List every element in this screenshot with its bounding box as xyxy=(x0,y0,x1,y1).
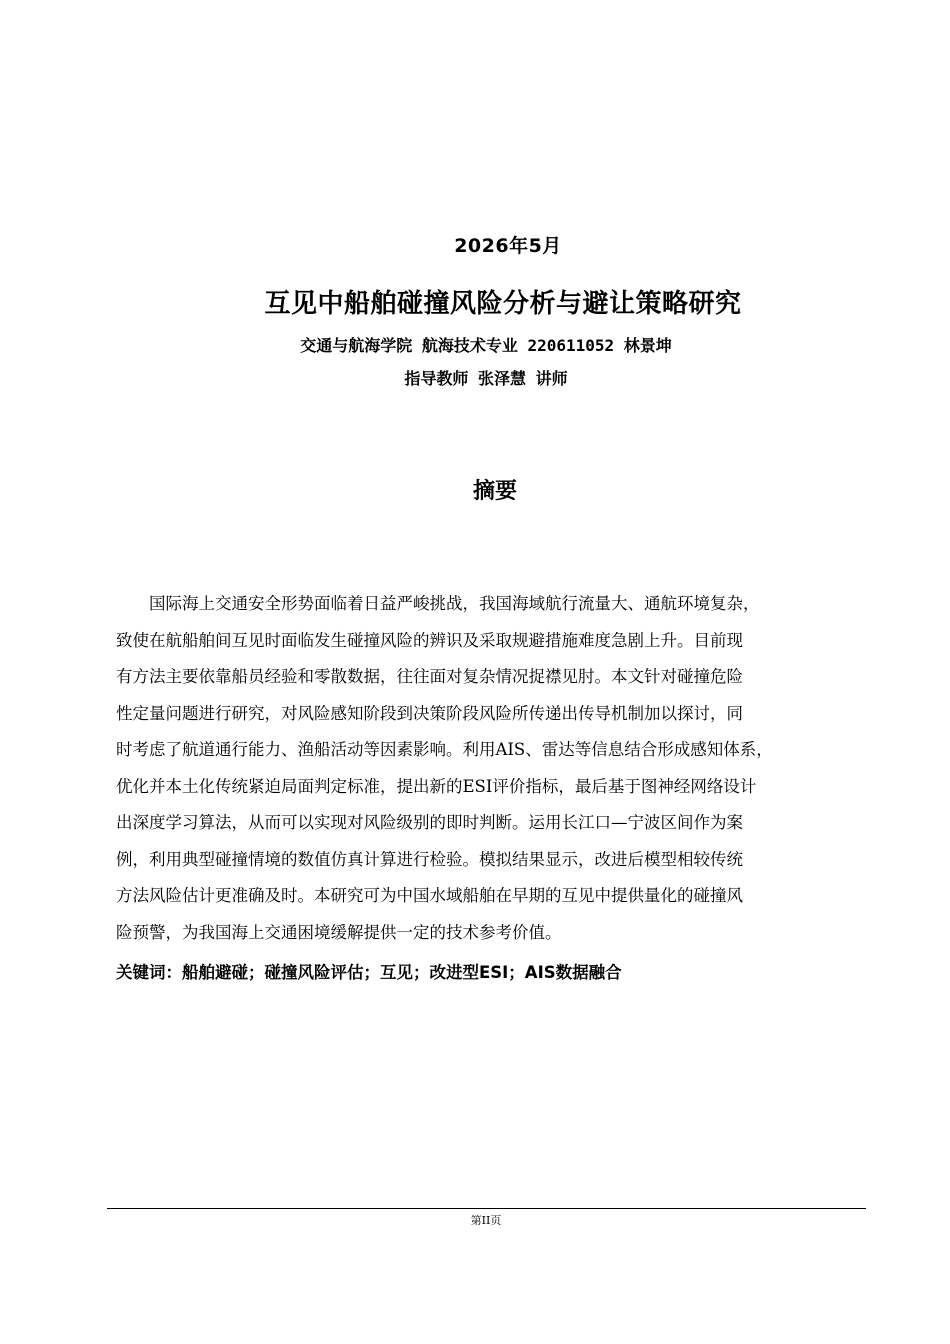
abstract-line: 例，利用典型碰撞情境的数值仿真计算进行检验。模拟结果显示，改进后模型相较传统 xyxy=(116,849,743,869)
abstract-line: 出深度学习算法，从而可以实现对风险级别的即时判断。运用长江口—宁波区间作为案 xyxy=(116,813,743,832)
abstract-line: 致使在航船舶间互见时面临发生碰撞风险的辨识及采取规避措施难度急剧上升。目前现 xyxy=(116,630,743,650)
abstract-body xyxy=(116,586,876,951)
abstract-heading: 摘要 xyxy=(472,479,517,504)
page-number: 第II页 xyxy=(470,1214,502,1227)
document-title: 互见中船舶碰撞风险分析与避让策略研究 xyxy=(264,289,742,319)
keywords-line: 关键词：船舶避碰；碰撞风险评估；互见；改进型ESI；AIS数据融合 xyxy=(116,963,622,982)
abstract-line: 时考虑了航道通行能力、渔船活动等因素影响。利用AIS、雷达等信息结合形成感知体系， xyxy=(116,740,773,759)
abstract-line: 国际海上交通安全形势面临着日益严峻挑战，我国海域航行流量大、通航环境复杂， xyxy=(149,594,760,613)
abstract-line: 方法风险估计更准确及时。本研究可为中国水域船舶在早期的互见中提供量化的碰撞风 xyxy=(116,886,743,905)
advisor-line: 指导教师 张泽慧 讲师 xyxy=(404,369,568,388)
author-line: 交通与航海学院 航海技术专业 220611052 林景坤 xyxy=(300,336,672,355)
abstract-line: 险预警，为我国海上交通困境缓解提供一定的技术参考价值。 xyxy=(116,922,562,942)
abstract-line: 有方法主要依靠船员经验和零散数据，往往面对复杂情况捉襟见肘。本文针对碰撞危险 xyxy=(116,667,743,686)
abstract-line: 优化并本土化传统紧迫局面判定标准，提出新的ESI评价指标，最后基于图神经网络设计 xyxy=(116,776,757,796)
document-date: 2026年5月 xyxy=(454,235,562,257)
footer-divider xyxy=(107,1208,866,1209)
abstract-line: 性定量问题进行研究，对风险感知阶段到决策阶段风险所传递出传导机制加以探讨，同 xyxy=(116,703,743,723)
